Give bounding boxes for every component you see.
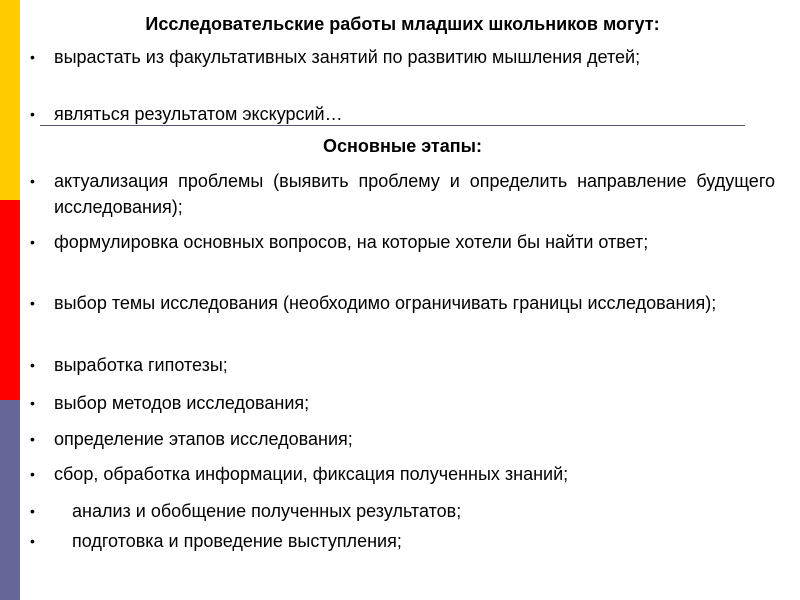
list-item-text: являться результатом экскурсий… — [54, 104, 343, 124]
slide-content — [30, 0, 775, 600]
bullet-icon: • — [30, 295, 35, 311]
list-item — [30, 229, 775, 255]
list-item-text: выработка гипотезы; — [54, 355, 228, 375]
bullet-icon: • — [30, 49, 35, 65]
section-title-research-works: Исследовательские работы младших школьников могут: — [145, 14, 660, 34]
list-item — [30, 390, 775, 416]
bullet-icon: • — [30, 234, 35, 250]
accent-stripe-blue — [0, 400, 20, 600]
list-item — [30, 426, 775, 452]
bullet-icon: • — [30, 395, 35, 411]
list-item — [30, 168, 775, 220]
list-item — [30, 101, 775, 127]
list-item-text: подготовка и проведение выступления; — [72, 531, 402, 551]
bullet-icon: • — [30, 106, 35, 122]
list-item — [30, 44, 775, 70]
list-item-text: формулировка основных вопросов, на которые хотели бы найти ответ; — [54, 232, 649, 252]
list-item — [30, 290, 775, 316]
bullet-icon: • — [30, 533, 35, 549]
list-item — [30, 461, 775, 487]
list-item — [30, 498, 775, 524]
bullet-icon: • — [30, 357, 35, 373]
accent-stripe-red — [0, 200, 20, 400]
list-item-text: вырастать из факультативных занятий по развитию мышления детей; — [54, 47, 641, 67]
list-item-text: выбор темы исследования (необходимо ограничивать границы исследования); — [54, 293, 717, 313]
list-item-text: сбор, обработка информации, фиксация полученных знаний; — [54, 464, 569, 484]
bullet-icon: • — [30, 503, 35, 519]
list-item-text: определение этапов исследования; — [54, 429, 353, 449]
bullet-icon: • — [30, 431, 35, 447]
list-item — [30, 528, 775, 554]
bullet-icon: • — [30, 173, 35, 189]
list-item — [30, 352, 775, 378]
bullet-icon: • — [30, 466, 35, 482]
section-title-main-stages: Основные этапы: — [323, 136, 482, 156]
list-item-text: выбор методов исследования; — [54, 393, 310, 413]
list-item-text: актуализация проблемы (выявить проблему и определить направление будущего исследования); — [54, 171, 775, 217]
list-item-text: анализ и обобщение полученных результатов; — [72, 501, 462, 521]
section-divider — [40, 125, 745, 126]
accent-stripe-yellow — [0, 0, 20, 200]
